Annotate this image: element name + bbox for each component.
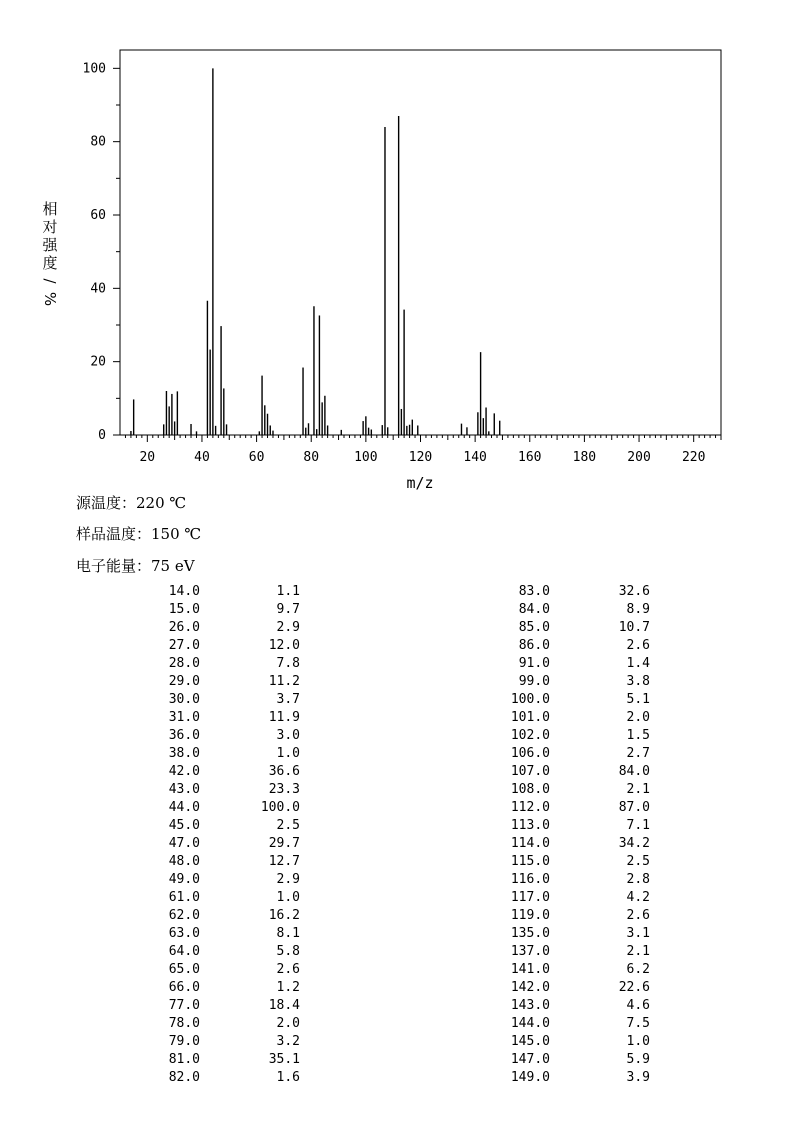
peak-row	[470, 1033, 650, 1051]
mass-spectrum-chart	[0, 0, 794, 500]
peak-mz: 47.0	[168, 836, 200, 851]
peak-mz: 14.0	[168, 584, 200, 599]
peak-mz: 61.0	[168, 890, 200, 905]
peak-abundance: 1.0	[276, 746, 300, 761]
peak-row	[470, 1069, 650, 1087]
peak-row	[470, 673, 650, 691]
peak-abundance: 11.9	[268, 710, 300, 725]
peak-row	[470, 889, 650, 907]
peak-abundance: 3.2	[276, 1034, 300, 1049]
peak-row	[470, 727, 650, 745]
y-axis-label	[40, 200, 60, 308]
electron-energy: 电子能量：75 eV	[76, 557, 195, 575]
peak-mz: 107.0	[510, 764, 550, 779]
peak-row	[470, 1015, 650, 1033]
peak-mz: 31.0	[168, 710, 200, 725]
peak-mz: 115.0	[510, 854, 550, 869]
peak-row	[470, 1051, 650, 1069]
peak-series	[131, 68, 500, 435]
peak-mz: 100.0	[510, 692, 550, 707]
peak-mz: 30.0	[168, 692, 200, 707]
peak-abundance: 11.2	[268, 674, 300, 689]
peak-mz: 83.0	[518, 584, 550, 599]
y-label-char: /	[41, 278, 59, 284]
peak-row	[120, 763, 300, 781]
peak-row	[470, 601, 650, 619]
peak-row	[470, 853, 650, 871]
peak-abundance: 34.2	[618, 836, 650, 851]
peak-mz: 26.0	[168, 620, 200, 635]
peak-mz: 137.0	[510, 944, 550, 959]
peak-row	[120, 637, 300, 655]
peak-mz: 65.0	[168, 962, 200, 977]
peak-abundance: 2.1	[626, 944, 650, 959]
peak-mz: 102.0	[510, 728, 550, 743]
peak-mz: 82.0	[168, 1070, 200, 1085]
peak-abundance: 2.8	[626, 872, 650, 887]
peak-row	[120, 871, 300, 889]
peak-mz: 29.0	[168, 674, 200, 689]
peak-mz: 64.0	[168, 944, 200, 959]
peak-row	[120, 835, 300, 853]
source-temperature: 源温度：220 ℃	[76, 494, 187, 512]
x-tick-label: 160	[518, 450, 542, 465]
peak-table-left	[120, 583, 300, 1087]
y-label-char: %	[41, 291, 59, 307]
peak-mz: 44.0	[168, 800, 200, 815]
peak-mz: 15.0	[168, 602, 200, 617]
x-tick-label: 40	[194, 450, 210, 465]
peak-abundance: 87.0	[618, 800, 650, 815]
peak-mz: 77.0	[168, 998, 200, 1013]
peak-abundance: 12.0	[268, 638, 300, 653]
peak-abundance: 1.6	[276, 1070, 300, 1085]
peak-abundance: 3.0	[276, 728, 300, 743]
peak-mz: 116.0	[510, 872, 550, 887]
peak-row	[120, 691, 300, 709]
peak-row	[120, 709, 300, 727]
peak-row	[470, 817, 650, 835]
peak-mz: 119.0	[510, 908, 550, 923]
peak-mz: 135.0	[510, 926, 550, 941]
peak-mz: 38.0	[168, 746, 200, 761]
peak-abundance: 12.7	[268, 854, 300, 869]
peak-row	[120, 817, 300, 835]
peak-abundance: 7.5	[626, 1016, 650, 1031]
y-tick-label: 80	[90, 134, 106, 150]
peak-mz: 149.0	[510, 1070, 550, 1085]
y-label-char: 相	[42, 200, 58, 218]
peak-mz: 114.0	[510, 836, 550, 851]
peak-abundance: 4.2	[626, 890, 650, 905]
peak-abundance: 7.1	[626, 818, 650, 833]
peak-abundance: 4.6	[626, 998, 650, 1013]
peak-abundance: 23.3	[268, 782, 300, 797]
peak-abundance: 2.6	[626, 638, 650, 653]
peak-row	[470, 961, 650, 979]
peak-row	[470, 763, 650, 781]
peak-abundance: 1.1	[276, 584, 300, 599]
peak-row	[120, 673, 300, 691]
peak-row	[470, 925, 650, 943]
peak-mz: 62.0	[168, 908, 200, 923]
peak-row	[120, 997, 300, 1015]
peak-row	[120, 961, 300, 979]
peak-abundance: 3.1	[626, 926, 650, 941]
peak-mz: 78.0	[168, 1016, 200, 1031]
peak-mz: 147.0	[510, 1052, 550, 1067]
peak-abundance: 1.0	[626, 1034, 650, 1049]
peak-mz: 112.0	[510, 800, 550, 815]
peak-mz: 28.0	[168, 656, 200, 671]
x-axis	[125, 435, 721, 465]
x-tick-label: 100	[354, 450, 378, 465]
peak-mz: 43.0	[168, 782, 200, 797]
peak-row	[470, 871, 650, 889]
peak-mz: 101.0	[510, 710, 550, 725]
peak-mz: 91.0	[518, 656, 550, 671]
peak-abundance: 16.2	[268, 908, 300, 923]
x-tick-label: 200	[627, 450, 651, 465]
peak-row	[470, 655, 650, 673]
peak-mz: 117.0	[510, 890, 550, 905]
peak-mz: 145.0	[510, 1034, 550, 1049]
peak-abundance: 8.1	[276, 926, 300, 941]
y-tick-label: 60	[90, 208, 106, 223]
peak-mz: 108.0	[510, 782, 550, 797]
peak-abundance: 100.0	[260, 800, 300, 815]
peak-row	[120, 799, 300, 817]
peak-abundance: 3.9	[626, 1070, 650, 1085]
y-tick-label: 20	[90, 354, 106, 370]
peak-abundance: 36.6	[268, 764, 300, 779]
peak-abundance: 10.7	[618, 620, 650, 635]
x-tick-label: 140	[463, 450, 487, 465]
peak-abundance: 1.2	[276, 980, 300, 995]
peak-row	[120, 943, 300, 961]
peak-abundance: 5.8	[276, 944, 300, 959]
peak-abundance: 2.0	[276, 1016, 300, 1031]
y-tick-label: 0	[98, 428, 106, 443]
x-tick-label: 220	[681, 450, 706, 465]
peak-abundance: 22.6	[618, 980, 650, 995]
peak-abundance: 2.7	[626, 746, 650, 761]
peak-mz: 79.0	[168, 1034, 200, 1049]
peak-row	[120, 1069, 300, 1087]
x-tick-label: 20	[139, 450, 156, 465]
x-tick-label: 180	[572, 450, 597, 465]
peak-mz: 99.0	[518, 674, 550, 689]
y-label-char: 对	[42, 218, 58, 236]
peak-row	[120, 853, 300, 871]
peak-mz: 85.0	[518, 620, 550, 635]
peak-row	[120, 727, 300, 745]
peak-row	[120, 907, 300, 925]
peak-row	[120, 979, 300, 997]
peak-row	[470, 979, 650, 997]
peak-row	[470, 997, 650, 1015]
peak-abundance: 2.6	[626, 908, 650, 923]
peak-row	[470, 745, 650, 763]
peak-mz: 45.0	[168, 818, 200, 833]
x-axis-label: m/z	[406, 474, 434, 492]
peak-abundance: 2.5	[276, 818, 300, 833]
peak-mz: 143.0	[510, 998, 550, 1013]
peak-row	[120, 1033, 300, 1051]
peak-abundance: 9.7	[276, 602, 300, 617]
peak-abundance: 3.8	[626, 674, 650, 689]
peak-row	[120, 1015, 300, 1033]
peak-abundance: 29.7	[268, 836, 300, 851]
peak-row	[120, 781, 300, 799]
peak-mz: 66.0	[168, 980, 200, 995]
peak-abundance: 1.4	[626, 656, 650, 671]
peak-abundance: 3.7	[276, 692, 300, 707]
x-tick-label: 80	[303, 450, 320, 465]
peak-abundance: 5.9	[626, 1052, 650, 1067]
peak-mz: 106.0	[510, 746, 550, 761]
y-axis	[83, 61, 120, 443]
peak-row	[470, 907, 650, 925]
peak-mz: 36.0	[168, 728, 200, 743]
peak-mz: 27.0	[168, 638, 200, 653]
peak-row	[120, 1051, 300, 1069]
peak-abundance: 1.0	[276, 890, 300, 905]
peak-abundance: 2.1	[626, 782, 650, 797]
peak-abundance: 2.5	[626, 854, 650, 869]
peak-row	[470, 637, 650, 655]
peak-mz: 42.0	[168, 764, 200, 779]
peak-mz: 86.0	[518, 638, 550, 653]
peak-abundance: 2.0	[626, 710, 650, 725]
peak-abundance: 2.9	[276, 872, 300, 887]
sample-temperature: 样品温度：150 ℃	[76, 525, 202, 543]
peak-abundance: 32.6	[618, 584, 650, 599]
peak-mz: 141.0	[510, 962, 550, 977]
peak-mz: 81.0	[168, 1052, 200, 1067]
peak-row	[470, 781, 650, 799]
peak-abundance: 6.2	[626, 962, 650, 977]
peak-abundance: 5.1	[626, 692, 650, 707]
peak-row	[120, 745, 300, 763]
peak-mz: 142.0	[510, 980, 550, 995]
peak-row	[470, 583, 650, 601]
x-tick-label: 120	[408, 450, 433, 465]
peak-row	[470, 799, 650, 817]
peak-row	[120, 889, 300, 907]
peak-mz: 63.0	[168, 926, 200, 941]
peak-row	[470, 709, 650, 727]
x-tick-label: 60	[248, 450, 265, 465]
peak-mz: 144.0	[510, 1016, 550, 1031]
peak-row	[470, 619, 650, 637]
peak-mz: 84.0	[518, 602, 550, 617]
peak-abundance: 2.6	[276, 962, 300, 977]
y-label-char: 强	[42, 236, 58, 254]
y-tick-label: 100	[82, 61, 106, 77]
peak-row	[120, 583, 300, 601]
peak-mz: 113.0	[510, 818, 550, 833]
y-tick-label: 40	[90, 281, 106, 297]
peak-row	[120, 655, 300, 673]
peak-abundance: 2.9	[276, 620, 300, 635]
peak-table-right	[470, 583, 650, 1087]
peak-row	[120, 619, 300, 637]
peak-abundance: 84.0	[618, 764, 650, 779]
peak-abundance: 1.5	[626, 728, 650, 743]
peak-abundance: 7.8	[276, 656, 300, 671]
peak-row	[470, 691, 650, 709]
peak-row	[470, 835, 650, 853]
peak-row	[120, 601, 300, 619]
peak-mz: 48.0	[168, 854, 200, 869]
peak-row	[120, 925, 300, 943]
peak-row	[470, 943, 650, 961]
peak-abundance: 18.4	[268, 998, 300, 1013]
peak-abundance: 8.9	[626, 602, 650, 617]
peak-mz: 49.0	[168, 872, 200, 887]
peak-abundance: 35.1	[268, 1052, 300, 1067]
y-label-char: 度	[42, 254, 58, 272]
